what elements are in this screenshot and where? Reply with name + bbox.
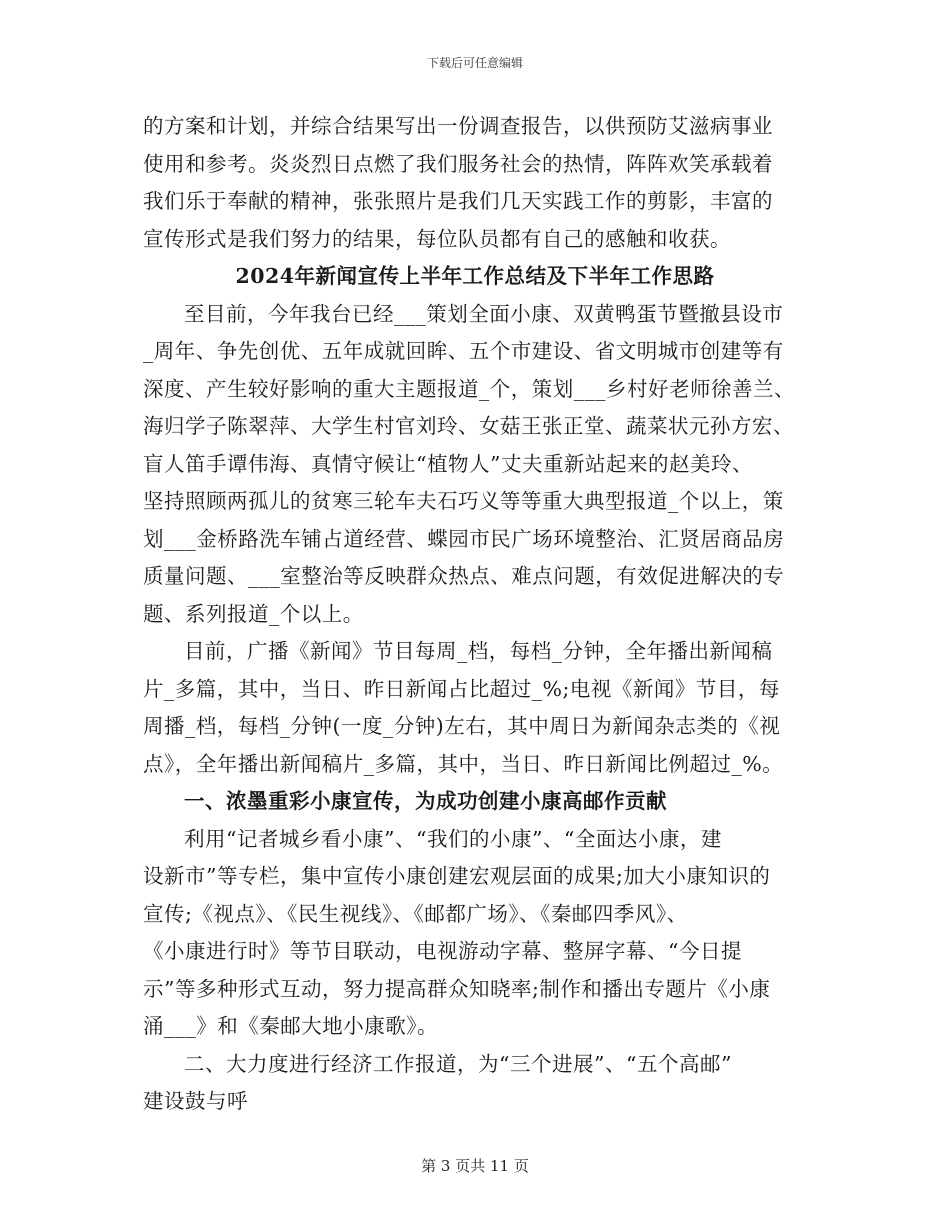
paragraph-line: 示”等多种形式互动，努力提高群众知晓率;制作和播出专题片《小康 [143,976,771,1001]
paragraph-line: 宣传;《视点》、《民生视线》、《邮都广场》、《秦邮四季风》、 [143,901,688,926]
paragraph-line: 我们乐于奉献的精神，张张照片是我们几天实践工作的剪影，丰富的 [143,189,773,213]
paragraph-line: 片_多篇，其中，当日、昨日新闻占比超过_%;电视《新闻》节目，每 [143,676,780,701]
paragraph-line: 的方案和计划，并综合结果写出一份调查报告，以供预防艾滋病事业 [143,114,773,138]
section-heading: 一、浓墨重彩小康宣传，为成功创建小康高邮作贡献 [184,789,667,813]
paragraph-line: 目前，广播《新闻》节目每周_档，每档_分钟，全年播出新闻稿 [184,639,773,663]
paragraph-line: 周播_档，每档_分钟(一度_分钟)左右，其中周日为新闻杂志类的《视 [143,714,781,738]
paragraph-line: 深度、产生较好影响的重大主题报道_个，策划___乡村好老师徐善兰、 [143,376,795,401]
paragraph-line: 建设鼓与呼 [143,1089,248,1113]
page-number: 第 3 页共 11 页 [421,1157,529,1175]
paragraph-line: 使用和参考。炎炎烈日点燃了我们服务社会的热情，阵阵欢笑承载着 [143,151,773,176]
paragraph-line: 《小康进行时》等节目联动，电视游动字幕、整屏字幕、“今日提 [143,939,742,963]
paragraph-line: 海归学子陈翠萍、大学生村官刘玲、女菇王张正堂、蔬菜状元孙方宏、 [143,414,794,438]
paragraph-line: 题、系列报道_个以上。 [143,601,364,626]
paragraph-line: 利用“记者城乡看小康”、“我们的小康”、“全面达小康，建 [184,826,722,851]
paragraph-line: _周年、争先创优、五年成就回眸、五个市建设、省文明城市创建等有 [143,339,784,363]
paragraph-line: 宣传形式是我们努力的结果，每位队员都有自己的感触和收获。 [143,226,731,251]
paragraph-line: 质量问题、___室整治等反映群众热点、难点问题，有效促进解决的专 [143,564,785,588]
header-note: 下载后可任意编辑 [426,56,523,70]
paragraph-line: 涌___》和《秦邮大地小康歌》。 [143,1014,438,1038]
section-heading: 二、大力度进行经济工作报道，为“三个进展”、“五个高邮” [184,1051,732,1076]
section-title: 2024年新闻宣传上半年工作总结及下半年工作思路 [235,264,715,288]
paragraph-line: 盲人笛手谭伟海、真情守候让“植物人”丈夫重新站起来的赵美玲、 [143,451,753,476]
paragraph-line: 点》，全年播出新闻稿片_多篇，其中，当日、昨日新闻比例超过_%。 [143,751,784,776]
paragraph-line: 至目前，今年我台已经___策划全面小康、双黄鸭蛋节暨撤县设市 [184,301,784,326]
document-body [143,108,807,1121]
paragraph-line: 设新市”等专栏，集中宣传小康创建宏观层面的成果;加大小康知识的 [143,864,771,888]
paragraph-line: 坚持照顾两孤儿的贫寒三轮车夫石巧义等等重大典型报道_个以上，策 [143,489,784,513]
paragraph-line: 划___金桥路洗车铺占道经营、蝶园市民广场环境整治、汇贤居商品房 [143,526,785,551]
